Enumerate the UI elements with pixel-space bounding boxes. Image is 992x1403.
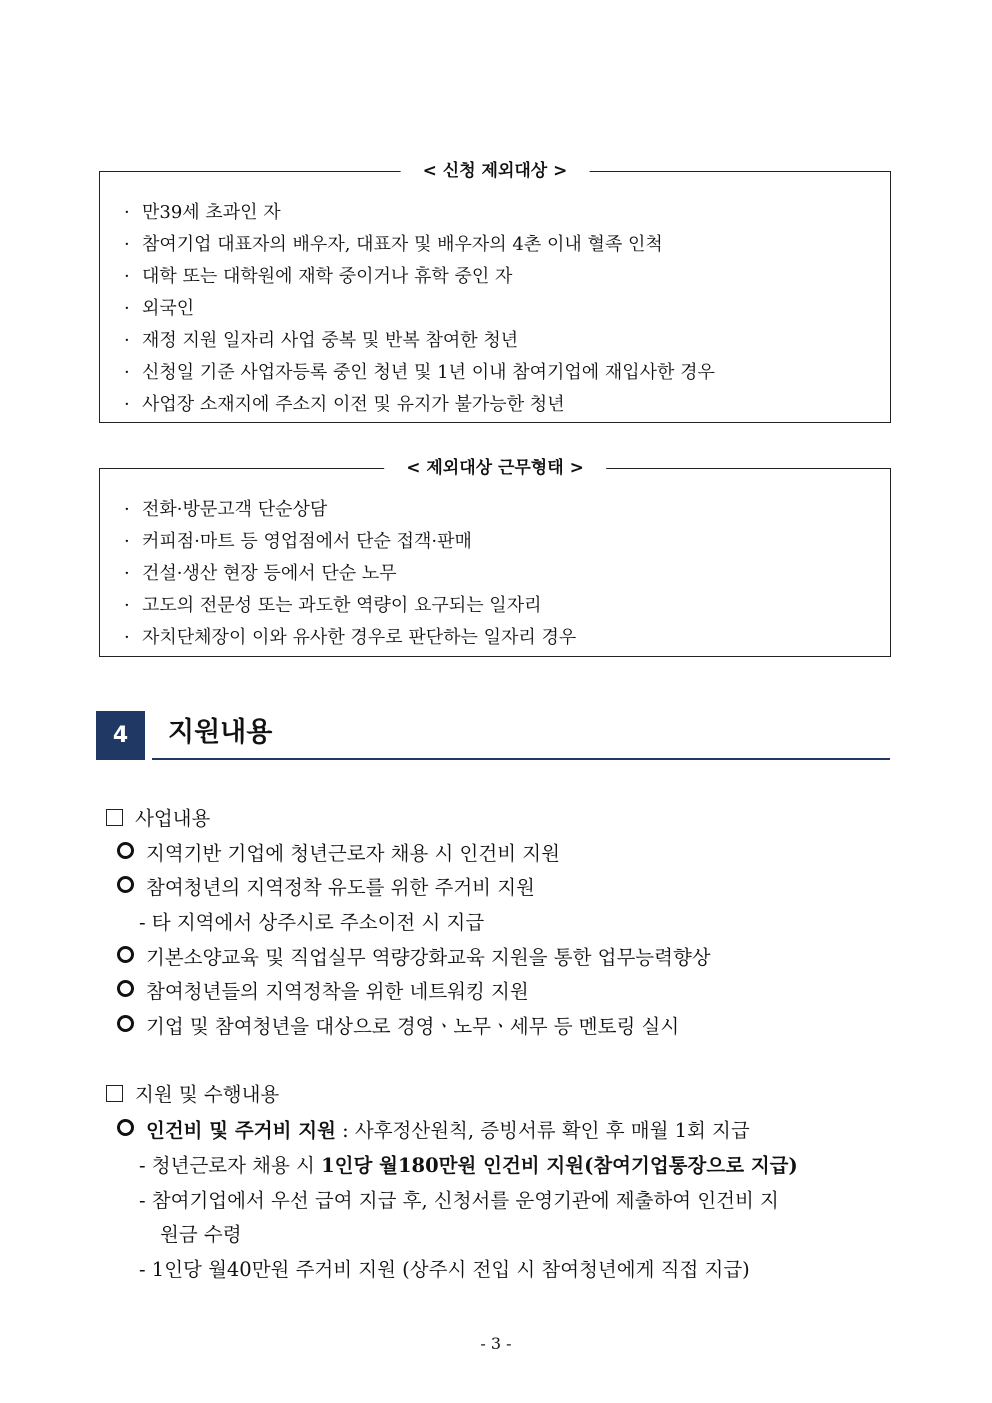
circle-bullet-icon <box>117 1119 134 1136</box>
circle-bullet-icon <box>117 842 134 859</box>
excluded-work-box-title: < 제외대상 근무형태 > <box>384 456 606 480</box>
list-item: 기업 및 참여청년을 대상으로 경영ㆍ노무ㆍ세무 등 멘토링 실시 <box>117 1012 679 1042</box>
list-item: · 건설·생산 현장 등에서 단순 노무 <box>124 563 397 584</box>
section-title: 지원내용 <box>168 717 273 748</box>
list-item: - 타 지역에서 상주시로 주소이전 시 지급 <box>139 911 485 934</box>
checkbox-square-icon <box>106 1085 123 1102</box>
list-item: · 대학 또는 대학원에 재학 중이거나 휴학 중인 자 <box>124 266 513 287</box>
section-number: 4 <box>96 711 145 760</box>
list-item-continuation: 원금 수령 <box>160 1223 242 1246</box>
support-heading: 지원 및 수행내용 <box>106 1080 279 1110</box>
list-item: · 고도의 전문성 또는 과도한 역량이 요구되는 일자리 <box>124 595 542 616</box>
list-item: · 사업장 소재지에 주소지 이전 및 유지가 불가능한 청년 <box>124 394 565 415</box>
list-item: · 재정 지원 일자리 사업 중복 및 반복 참여한 청년 <box>124 330 519 351</box>
section-underline <box>152 758 890 760</box>
circle-bullet-icon <box>117 1015 134 1032</box>
exclusion-list <box>124 197 715 421</box>
list-item: · 자치단체장이 이와 유사한 경우로 판단하는 일자리 경우 <box>124 627 577 648</box>
excluded-work-list <box>124 494 576 654</box>
circle-bullet-icon <box>117 876 134 893</box>
list-item: · 신청일 기준 사업자등록 중인 청년 및 1년 이내 참여기업에 재입사한 경우 <box>124 362 715 383</box>
list-item: · 만39세 초과인 자 <box>124 202 281 223</box>
exclusion-box-title: < 신청 제외대상 > <box>401 159 590 183</box>
list-item: 지역기반 기업에 청년근로자 채용 시 인건비 지원 <box>117 839 560 869</box>
page-number: - 3 - <box>480 1334 512 1353</box>
excluded-work-box <box>99 458 891 657</box>
biz-heading: 사업내용 <box>106 804 210 834</box>
list-item: 기본소양교육 및 직업실무 역량강화교육 지원을 통한 업무능력향상 <box>117 943 711 973</box>
list-item: · 전화·방문고객 단순상담 <box>124 499 328 520</box>
list-item: - 청년근로자 채용 시 1인당 월180만원 인건비 지원(참여기업통장으로 지급) <box>139 1154 798 1177</box>
list-item: 참여청년의 지역정착 유도를 위한 주거비 지원 <box>117 873 535 903</box>
checkbox-square-icon <box>106 809 123 826</box>
circle-bullet-icon <box>117 980 134 997</box>
list-item: · 외국인 <box>124 298 195 319</box>
section-heading <box>96 711 890 761</box>
exclusion-box <box>99 161 891 423</box>
list-item: - 1인당 월40만원 주거비 지원 (상주시 전입 시 참여청년에게 직접 지급) <box>139 1258 750 1281</box>
list-item: - 참여기업에서 우선 급여 지급 후, 신청서를 운영기관에 제출하여 인건비 지 <box>139 1189 779 1212</box>
list-item: 인건비 및 주거비 지원 : 사후정산원칙, 증빙서류 확인 후 매월 1회 지급 <box>117 1116 750 1146</box>
list-item: · 참여기업 대표자의 배우자, 대표자 및 배우자의 4촌 이내 혈족 인척 <box>124 234 663 255</box>
list-item: 참여청년들의 지역정착을 위한 네트워킹 지원 <box>117 977 529 1007</box>
list-item: · 커피점·마트 등 영업점에서 단순 접객·판매 <box>124 531 472 552</box>
circle-bullet-icon <box>117 946 134 963</box>
